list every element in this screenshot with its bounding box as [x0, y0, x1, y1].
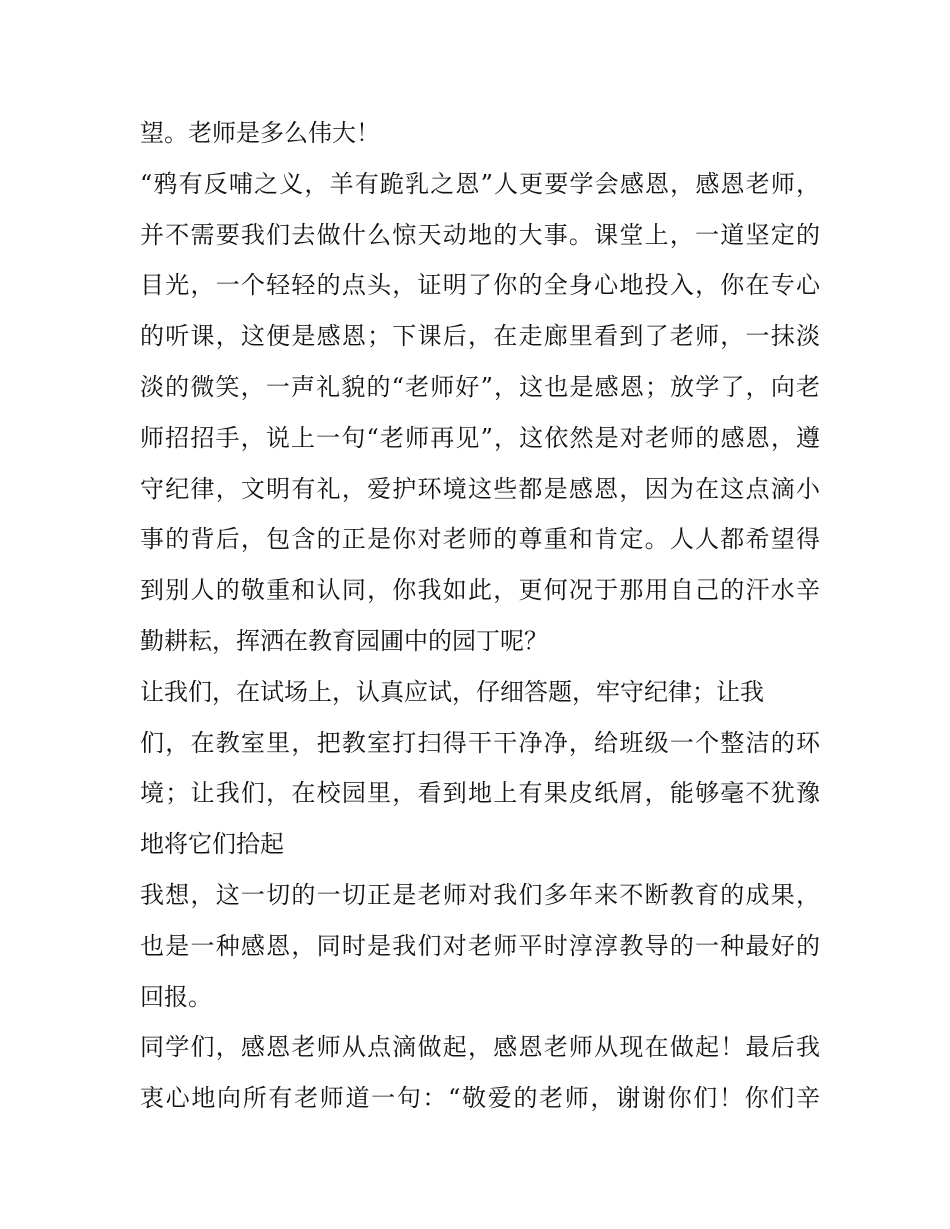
paragraph	[140, 1022, 820, 1124]
text-line: 淡的微笑，一声礼貌的“老师好”，这也是感恩；放学了，向老	[140, 372, 820, 401]
text-line: 到别人的敬重和认同，你我如此，更何况于那用自己的汗水辛	[140, 576, 820, 605]
text-line: 们，在教室里，把教室打扫得干干净净，给班级一个整洁的环	[140, 728, 820, 757]
text-line: 师招招手，说上一句“老师再见”，这依然是对老师的感恩，遵	[140, 423, 820, 452]
text-line: 也是一种感恩，同时是我们对老师平时淳淳教导的一种最好的	[140, 931, 820, 960]
paragraph	[140, 667, 820, 870]
text-line: 回报。	[140, 982, 212, 1011]
text-line: 境；让我们，在校园里，看到地上有果皮纸屑，能够毫不犹豫	[140, 779, 820, 808]
text-line: 事的背后，包含的正是你对老师的尊重和肯定。人人都希望得	[140, 525, 820, 554]
text-line: 让我们，在试场上，认真应试，仔细答题，牢守纪律；让我	[140, 677, 764, 706]
text-line: 守纪律，文明有礼，爱护环境这些都是感恩，因为在这点滴小	[140, 474, 820, 503]
text-line: 的听课，这便是感恩；下课后，在走廊里看到了老师，一抹淡	[140, 322, 820, 351]
text-line: 并不需要我们去做什么惊天动地的大事。课堂上，一道坚定的	[140, 220, 820, 249]
text-line: 衷心地向所有老师道一句：“敬爱的老师，谢谢你们！你们辛	[140, 1084, 820, 1113]
text-line: 地将它们拾起	[140, 830, 284, 859]
paragraph	[140, 870, 820, 1022]
text-line: “鸦有反哺之义，羊有跪乳之恩”人更要学会感恩，感恩老师，	[140, 169, 820, 198]
text-line: 我想，这一切的一切正是老师对我们多年来不断教育的成果，	[140, 880, 820, 909]
document-body	[140, 108, 820, 1124]
paragraph	[140, 108, 820, 159]
text-line: 勤耕耘，挥洒在教育园圃中的园丁呢？	[140, 626, 548, 655]
paragraph	[140, 159, 820, 667]
text-line: 同学们，感恩老师从点滴做起，感恩老师从现在做起！最后我	[140, 1033, 820, 1062]
text-line: 目光，一个轻轻的点头，证明了你的全身心地投入，你在专心	[140, 271, 820, 300]
text-line: 望。老师是多么伟大！	[140, 119, 380, 147]
